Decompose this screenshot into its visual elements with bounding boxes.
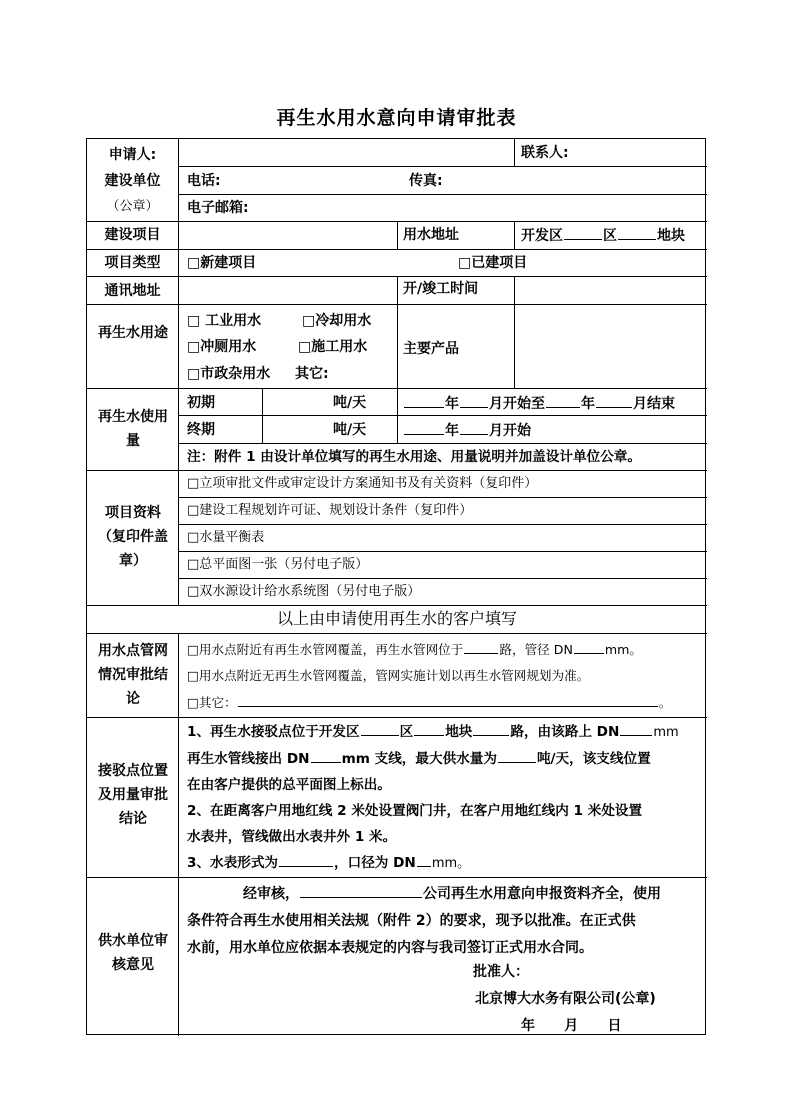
volume-note: 注：附件 1 由设计单位填写的再生水用途、用量说明并加盖设计单位公章。 [187,449,641,465]
review-label: 供水单位审核意见 [98,933,168,973]
initial-period: 年 月开始至 年 月结束 [403,393,675,414]
project-name-label: 建设项目 [104,227,161,243]
water-point-other-option[interactable]: □其它： 。 [187,692,671,713]
customer-fill-divider: 以上由申请使用再生水的客户填写 [276,609,517,628]
usage-label: 再生水用途 [98,325,168,341]
page-title: 再生水用水意向申请审批表 [276,107,517,129]
company-seal: 北京博大水务有限公司(公章) [475,991,656,1007]
usage-other-label: 其它: [295,366,329,382]
water-point-uncovered-option[interactable]: □用水点附近无再生水管网覆盖，管网实施计划以再生水管网规划为准。 [187,668,590,683]
schedule-label: 开/竣工时间 [403,281,479,297]
applicant-label: 申请人: [108,147,157,163]
material-item[interactable]: □建设工程规划许可证、规划设计条件（复印件） [187,503,473,518]
project-type-label: 项目类型 [104,255,161,271]
material-item[interactable]: □水量平衡表 [187,530,265,545]
fax-label: 传真: [409,173,443,189]
final-period: 年 月开始 [403,420,531,441]
final-label: 终期 [187,422,215,438]
usage-industrial-checkbox[interactable]: □ 工业用水 [187,313,262,329]
water-address-label: 用水地址 [403,227,459,243]
water-point-label: 用水点管网情况审批结论 [98,643,168,707]
connection-label: 接驳点位置及用量审批结论 [98,763,168,827]
material-item[interactable]: □总平面图一张（另付电子版） [187,557,369,572]
main-product-label: 主要产品 [403,341,459,357]
material-item[interactable]: □立项审批文件或审定设计方案通知书及有关资料（复印件） [187,476,538,491]
email-label: 电子邮箱: [187,200,249,216]
contact-label: 联系人: [521,145,569,161]
mail-address-label: 通讯地址 [104,283,161,299]
usage-cooling-checkbox[interactable]: □冷却用水 [302,313,372,329]
seal-label: （公章） [106,199,159,214]
final-unit: 吨/天 [333,422,367,438]
unit-label: 建设单位 [104,173,161,189]
material-item[interactable]: □双水源设计给水系统图（另付电子版） [187,584,421,599]
approval-form-table [86,138,706,1035]
approver-label: 批准人： [473,964,529,980]
existing-project-checkbox[interactable]: □已建项目 [458,255,528,271]
initial-label: 初期 [187,395,215,411]
new-project-checkbox[interactable]: □新建项目 [187,255,257,271]
volume-label: 再生水使用量 [98,409,168,449]
usage-construction-checkbox[interactable]: □施工用水 [298,339,368,355]
usage-flushing-checkbox[interactable]: □冲厕用水 [187,339,257,355]
water-point-covered-option[interactable]: □用水点附近有再生水管网覆盖，再生水管网位于 路，管径 DN mm。 [187,639,642,660]
materials-label: 项目资料（复印件盖章） [98,505,168,569]
water-address-fill: 开发区 区 地块 [521,225,685,246]
review-date: 年 月 日 [521,1018,622,1034]
phone-label: 电话: [187,173,221,189]
usage-municipal-checkbox[interactable]: □市政杂用水 [187,366,271,382]
initial-unit: 吨/天 [333,395,367,411]
review-text: 经审核， 公司再生水用意向申报资料齐全，使用 条件符合再生水使用相关法规（附件 2）的要求，现予以批准。在正式供 水前，用水单位应依据本表规定的内容与我司签订正式用水合同。 [187,881,661,962]
connection-text: 1、再生水接驳点位于开发区 区 地块 路，由该路上 DN mm 再生水管线接出 DN mm 支线，最大供水量为 吨/天，该支线位置 在由客户提供的总平面图上标出。 2、在距离客户用地红线 2 米处设置阀门井，在客户用地红线内 1 米处设置 水表井，管线做出水表井外 1 米。 3、水表形式为 ，口径为 DN mm。 [187,719,679,877]
